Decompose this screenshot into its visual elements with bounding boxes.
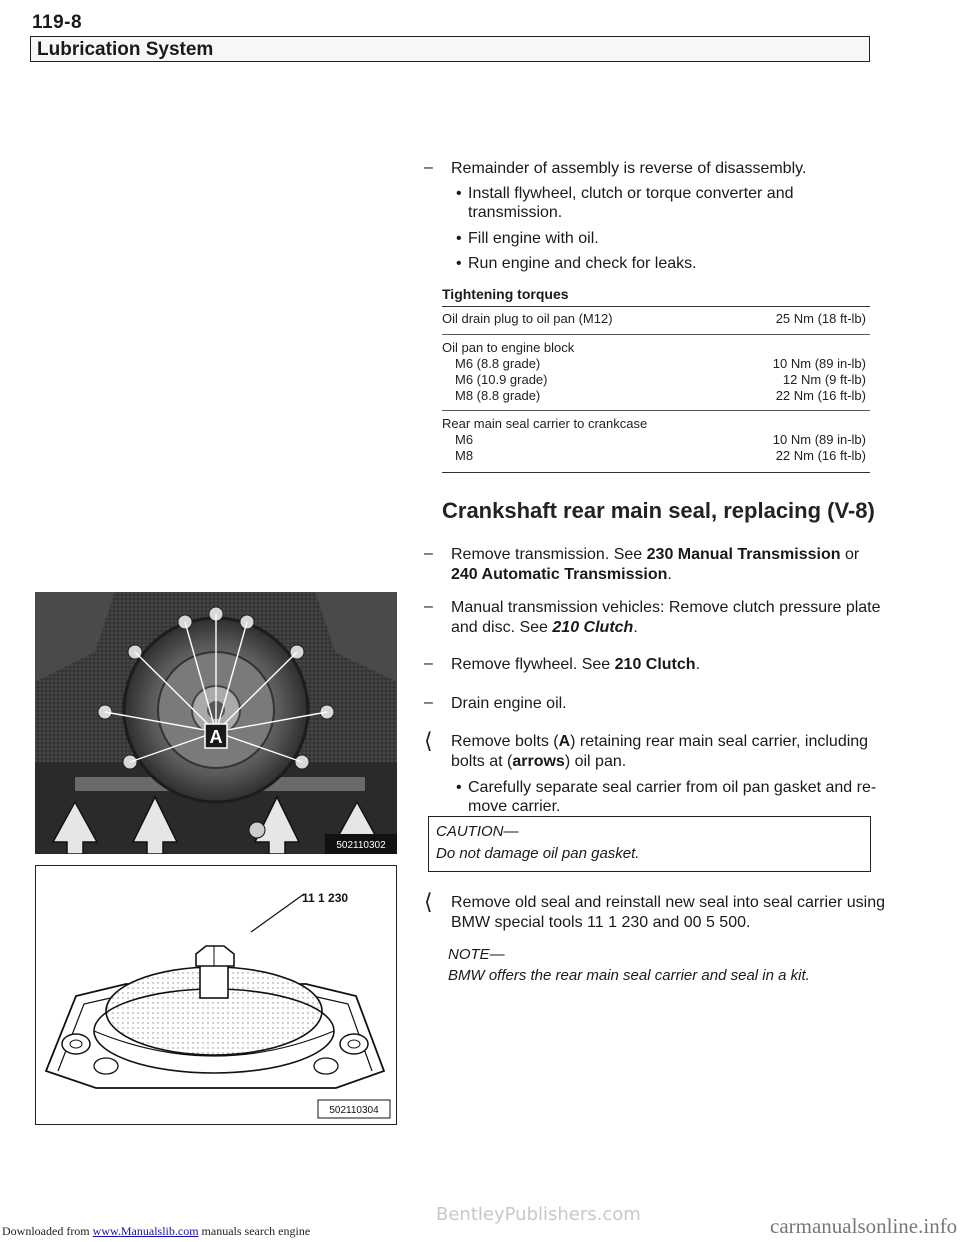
row-value: 10 Nm (89 in-lb) xyxy=(772,356,866,371)
table-row xyxy=(442,448,870,464)
row-label: Oil drain plug to oil pan (M12) xyxy=(442,311,613,326)
row-label: M8 (8.8 grade) xyxy=(455,388,541,403)
cross-reference: 240 Automatic Transmission xyxy=(451,566,668,583)
row-label: M6 (10.9 grade) xyxy=(455,372,548,387)
page-number: 119-8 xyxy=(32,12,83,33)
step-remove-bolts xyxy=(451,731,868,752)
footer-text: manuals search engine xyxy=(198,1224,311,1238)
table-row xyxy=(442,432,870,448)
procedure-heading: Crankshaft rear main seal, replacing (V-8) xyxy=(442,498,875,523)
torque-table-title: Tightening torques xyxy=(442,286,569,302)
drawing-code: 502110304 xyxy=(329,1105,379,1116)
step-remove-transmission-cont xyxy=(451,564,672,585)
cross-reference: 230 Manual Transmission xyxy=(646,546,841,563)
figure-pointer-icon: ⟨ xyxy=(424,889,433,914)
photo-label: A xyxy=(209,727,223,747)
row-value: 22 Nm (16 ft-lb) xyxy=(775,448,866,463)
caution-text: Do not damage oil pan gasket. xyxy=(436,845,640,862)
step-install-seal: Remove old seal and reinstall new seal into seal carrier using xyxy=(451,894,885,911)
step-drain-oil: Drain engine oil. xyxy=(451,695,567,712)
step-bullet-cont: move carrier. xyxy=(468,798,561,815)
step-text: . xyxy=(695,656,701,673)
row-label: M8 xyxy=(455,448,474,463)
table-row xyxy=(442,388,870,404)
figure-pointer-icon: ⟨ xyxy=(424,728,433,753)
row-label: M6 (8.8 grade) xyxy=(455,356,541,371)
table-row xyxy=(442,311,870,327)
reassembly-step: Remainder of assembly is reverse of disassembly. xyxy=(451,160,807,177)
step-remove-transmission xyxy=(451,544,859,565)
table-row xyxy=(442,416,870,432)
table-rule xyxy=(442,472,870,473)
step-text: or xyxy=(840,546,860,563)
tool-label: 11 1 230 xyxy=(302,891,349,905)
step-text: . xyxy=(633,619,638,636)
step-text: ) retaining rear main seal carrier, including xyxy=(570,733,869,750)
step-text: bolts at ( xyxy=(451,753,513,770)
note-title: NOTE— xyxy=(448,946,505,963)
table-rule xyxy=(442,410,870,411)
step-dash: – xyxy=(424,545,433,562)
note-text: BMW offers the rear main seal carrier and seal in a kit. xyxy=(448,967,810,984)
table-row xyxy=(442,356,870,372)
engine-photo xyxy=(35,592,397,854)
step-text: Remove transmission. See xyxy=(451,546,647,563)
footer-download-notice xyxy=(2,1224,310,1239)
section-header xyxy=(30,36,870,62)
reassembly-bullet: • Fill engine with oil. xyxy=(468,228,599,249)
step-text: Remove bolts ( xyxy=(451,733,559,750)
step-bullet: • Carefully separate seal carrier from oil pan gasket and re- xyxy=(468,777,876,798)
step-install-seal-cont: BMW special tools 11 1 230 and 00 5 500. xyxy=(451,914,751,931)
reassembly-bullet: • Install flywheel, clutch or torque converter and xyxy=(468,183,794,204)
row-value: 22 Nm (16 ft-lb) xyxy=(775,388,866,403)
table-rule xyxy=(442,334,870,335)
reassembly-bullet: • Run engine and check for leaks. xyxy=(468,253,697,274)
row-value: 25 Nm (18 ft-lb) xyxy=(775,311,866,326)
step-text: ) oil pan. xyxy=(564,753,627,770)
row-label: Rear main seal carrier to crankcase xyxy=(442,416,648,431)
table-row xyxy=(442,340,870,356)
step-dash: – xyxy=(424,598,433,615)
step-text: and disc. See xyxy=(451,619,553,636)
bold-term: arrows xyxy=(512,753,565,770)
step-dash: – xyxy=(424,655,433,672)
engine-photo-illustration xyxy=(35,592,397,854)
table-row xyxy=(442,372,870,388)
caution-title: CAUTION— xyxy=(436,823,519,840)
row-value: 10 Nm (89 in-lb) xyxy=(772,432,866,447)
step-text: . xyxy=(667,566,672,583)
cross-reference: 210 Clutch xyxy=(614,656,696,673)
footer-site: carmanualsonline.info xyxy=(770,1214,958,1238)
reassembly-bullet-cont: transmission. xyxy=(468,204,563,221)
table-rule xyxy=(442,306,870,307)
row-value: 12 Nm (9 ft-lb) xyxy=(782,372,866,387)
step-clutch-cont xyxy=(451,617,638,638)
caution-box xyxy=(428,816,871,872)
seal-tool-drawing xyxy=(35,865,397,1125)
row-label: M6 xyxy=(455,432,474,447)
row-label: Oil pan to engine block xyxy=(442,340,575,355)
manualslib-link[interactable]: www.Manualslib.com xyxy=(92,1224,199,1238)
cross-reference: 210 Clutch xyxy=(552,619,634,636)
publisher-watermark: BentleyPublishers.com xyxy=(436,1204,641,1225)
step-remove-bolts-cont xyxy=(451,751,626,772)
step-clutch: Manual transmission vehicles: Remove clutch pressure plate xyxy=(451,599,881,616)
footer-text: Downloaded from xyxy=(2,1224,93,1238)
seal-tool-illustration xyxy=(36,866,395,1123)
step-dash: – xyxy=(424,694,433,711)
step-flywheel xyxy=(451,654,700,675)
step-dash: – xyxy=(424,159,433,176)
bold-term: A xyxy=(558,733,571,750)
step-text: Remove flywheel. See xyxy=(451,656,615,673)
section-title: Lubrication System xyxy=(37,39,214,60)
photo-code: 502110302 xyxy=(336,840,386,851)
